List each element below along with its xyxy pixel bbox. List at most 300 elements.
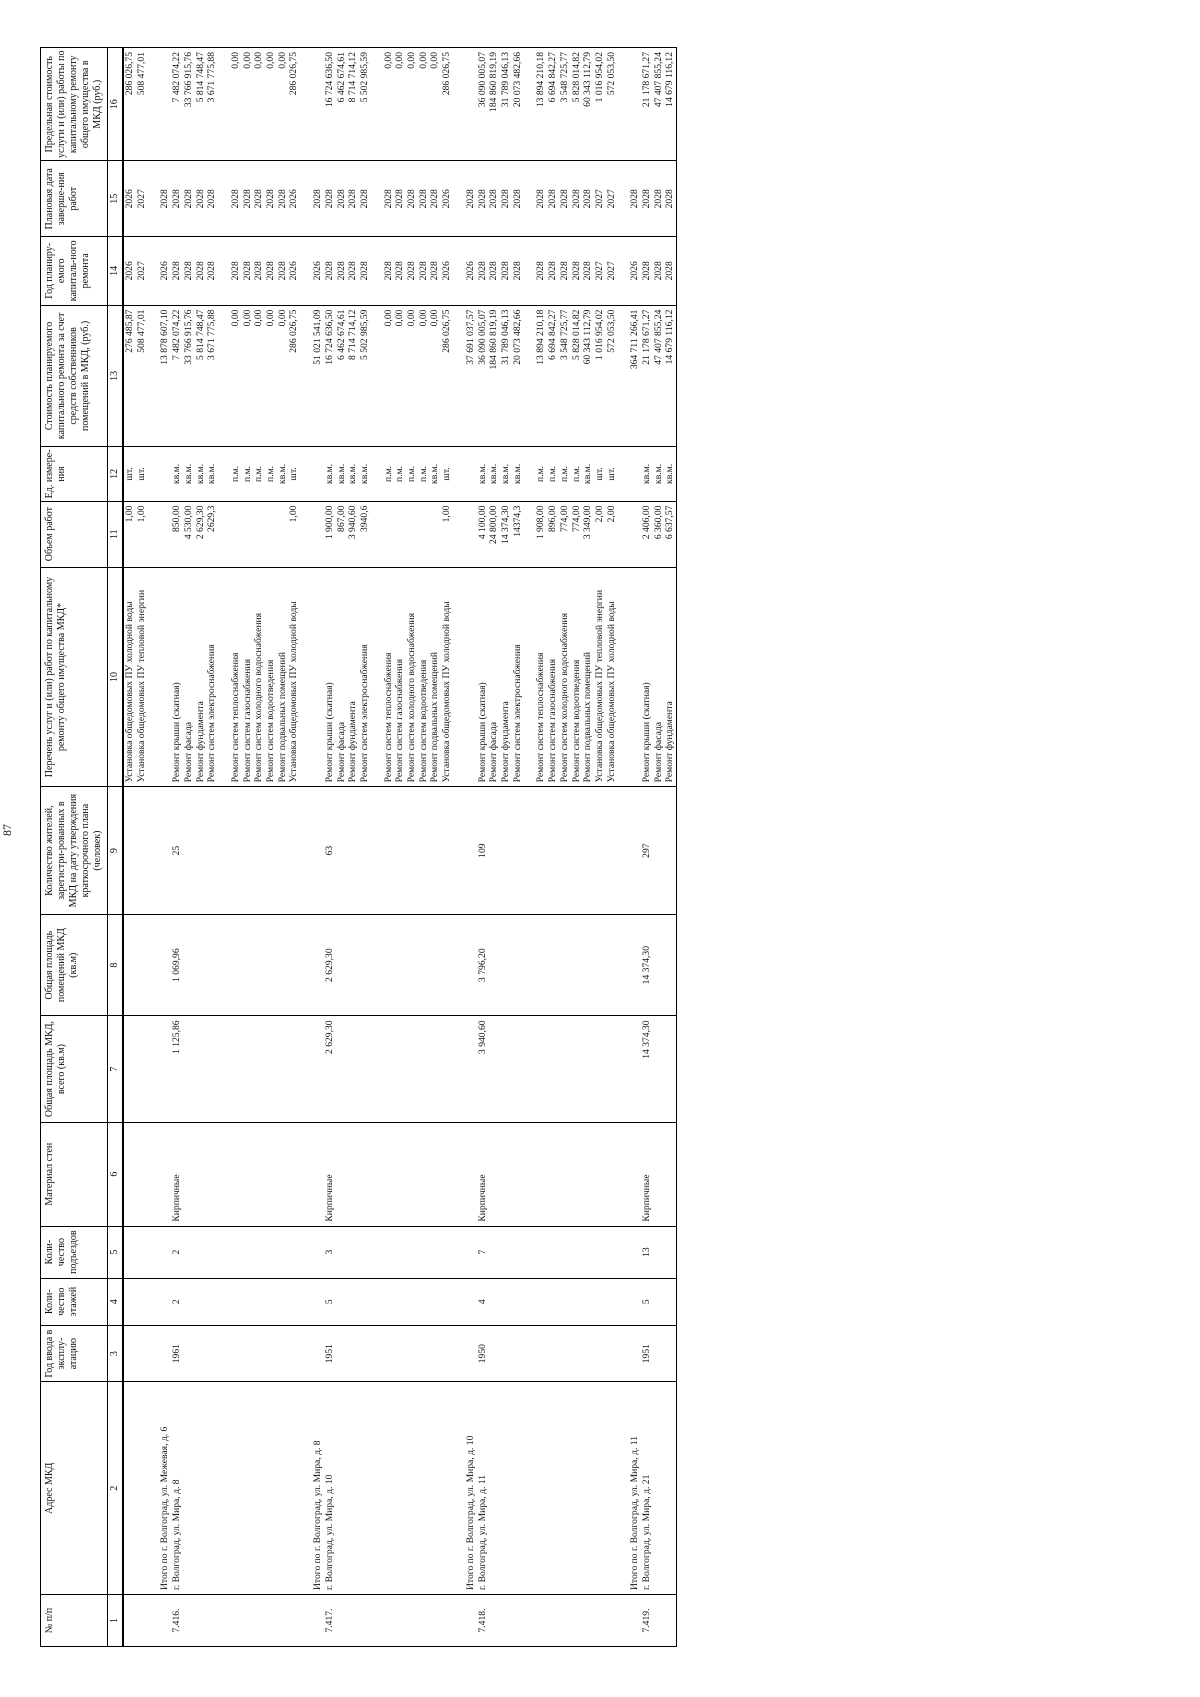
cell-col-2: г. Волгоград, ул. Мира, д. 10 [324,1382,336,1595]
column-number: 3 [108,1325,124,1382]
cell-col-14: 2028 [500,237,512,305]
cell-col-16: 3 548 725,77 [559,48,571,162]
cell-col-7 [147,1016,159,1122]
cell-col-14: 2028 [488,237,500,305]
cell-col-11: 1,00 [288,501,300,567]
cell-col-13: 37 691 037,57 [465,305,477,447]
column-header: Год планиру-емого капиталь-ного ремонта [41,237,108,305]
table-row [406,48,418,1647]
cell-col-1 [617,1595,629,1647]
cell-col-11: 4 530,00 [183,501,195,567]
cell-col-9 [206,787,218,915]
cell-col-2 [288,1382,300,1595]
cell-col-16: 33 766 915,76 [183,48,195,162]
cell-col-16: 3 671 775,88 [206,48,218,162]
cell-col-14: 2028 [195,237,207,305]
cell-col-2 [183,1382,195,1595]
cell-col-10: Ремонт подвальных помещений [582,567,594,787]
cell-col-7 [218,1016,230,1122]
cell-col-8 [418,914,430,1016]
cell-col-4 [347,1278,359,1325]
table-row [465,48,477,1647]
column-header: Количество жителей, зарегистри-рованных в МКД на дату утверждения краткосрочного плана (человек) [41,787,108,915]
cell-col-10: Ремонт систем теплоснабжения [230,567,242,787]
cell-col-11: 1 908,00 [535,501,547,567]
cell-col-15: 2028 [571,161,583,237]
cell-col-3 [488,1325,500,1382]
cell-col-12: кв.м. [171,447,183,501]
cell-col-9 [371,787,383,915]
table-row [242,48,254,1647]
cell-col-12 [159,447,171,501]
cell-col-2 [418,1382,430,1595]
cell-col-7 [500,1016,512,1122]
cell-col-3 [582,1325,594,1382]
cell-col-7 [195,1016,207,1122]
cell-col-12: шт. [136,447,148,501]
cell-col-4 [559,1278,571,1325]
table-body [123,48,677,1647]
cell-col-3 [653,1325,665,1382]
cell-col-7 [488,1016,500,1122]
cell-col-15 [617,161,629,237]
cell-col-8 [488,914,500,1016]
cell-col-12 [218,447,230,501]
cell-col-4 [183,1278,195,1325]
table-row [535,48,547,1647]
cell-col-16: 0,00 [406,48,418,162]
cell-col-9 [429,787,441,915]
table-row [277,48,289,1647]
cell-col-7 [406,1016,418,1122]
cell-col-5 [336,1226,348,1278]
cell-col-9 [300,787,312,915]
cell-col-10 [629,567,641,787]
cell-col-12: п.м. [547,447,559,501]
cell-col-6 [512,1122,524,1226]
cell-col-4 [206,1278,218,1325]
cell-col-2 [547,1382,559,1595]
table-row [500,48,512,1647]
cell-col-12: шт. [606,447,618,501]
cell-col-1 [288,1595,300,1647]
cell-col-9 [418,787,430,915]
cell-col-9 [359,787,371,915]
cell-col-16 [218,48,230,162]
cell-col-16: 5 502 985,59 [359,48,371,162]
cell-col-4 [136,1278,148,1325]
cell-col-8 [183,914,195,1016]
cell-col-7 [465,1016,477,1122]
cell-col-6: Кирпичные [171,1122,183,1226]
cell-col-6 [547,1122,559,1226]
cell-col-8 [571,914,583,1016]
cell-col-2: Итого по г. Волгоград, ул. Межевая, д. 6 [159,1382,171,1595]
cell-col-10: Установка общедомовых ПУ холодной воды [288,567,300,787]
cell-col-12: кв.м. [477,447,489,501]
cell-col-3 [312,1325,324,1382]
cell-col-13: 0,00 [383,305,395,447]
cell-col-11 [218,501,230,567]
cell-col-12: п.м. [265,447,277,501]
cell-col-10 [453,567,465,787]
cell-col-9 [465,787,477,915]
table-row [441,48,453,1647]
cell-col-10: Ремонт фундамента [347,567,359,787]
cell-col-4 [371,1278,383,1325]
cell-col-12: п.м. [253,447,265,501]
cell-col-16: 286 026,75 [288,48,300,162]
cell-col-14: 2028 [253,237,265,305]
cell-col-10: Ремонт систем газоснабжения [394,567,406,787]
cell-col-6 [288,1122,300,1226]
cell-col-9 [523,787,535,915]
cell-col-13: 572 053,50 [606,305,618,447]
cell-col-5 [206,1226,218,1278]
table-row [171,48,183,1647]
cell-col-4 [359,1278,371,1325]
cell-col-5: 13 [641,1226,653,1278]
cell-col-10: Ремонт крыши (скатная) [171,567,183,787]
cell-col-8 [547,914,559,1016]
cell-col-1 [535,1595,547,1647]
cell-col-5 [488,1226,500,1278]
cell-col-15: 2028 [195,161,207,237]
cell-col-8 [347,914,359,1016]
table-row [383,48,395,1647]
cell-col-14 [523,237,535,305]
cell-col-9 [571,787,583,915]
cell-col-12 [371,447,383,501]
cell-col-3 [418,1325,430,1382]
cell-col-14: 2026 [465,237,477,305]
cell-col-12: кв.м. [582,447,594,501]
cell-col-3 [571,1325,583,1382]
cell-col-2 [218,1382,230,1595]
cell-col-12: кв.м. [195,447,207,501]
cell-col-4 [277,1278,289,1325]
cell-col-16: 36 090 005,07 [477,48,489,162]
cell-col-1 [453,1595,465,1647]
cell-col-12 [300,447,312,501]
cell-col-7 [288,1016,300,1122]
cell-col-5 [123,1226,136,1278]
table-row [664,48,676,1647]
cell-col-16 [159,48,171,162]
cell-col-12: кв.м. [183,447,195,501]
cell-col-6 [312,1122,324,1226]
cell-col-13: 60 343 112,79 [582,305,594,447]
cell-col-15: 2028 [347,161,359,237]
cell-col-14: 2028 [582,237,594,305]
cell-col-2 [242,1382,254,1595]
cell-col-2 [195,1382,207,1595]
cell-col-7 [571,1016,583,1122]
cell-col-11 [406,501,418,567]
cell-col-8 [453,914,465,1016]
cell-col-16 [312,48,324,162]
cell-col-2 [441,1382,453,1595]
cell-col-13: 0,00 [242,305,254,447]
cell-col-9 [394,787,406,915]
cell-col-10: Установка общедомовых ПУ тепловой энергии [136,567,148,787]
cell-col-1 [394,1595,406,1647]
cell-col-11 [429,501,441,567]
cell-col-11 [147,501,159,567]
cell-col-9 [147,787,159,915]
cell-col-16: 5 828 014,82 [571,48,583,162]
cell-col-12: кв.м. [500,447,512,501]
cell-col-1 [582,1595,594,1647]
cell-col-14: 2028 [664,237,676,305]
cell-col-16 [147,48,159,162]
cell-col-2 [664,1382,676,1595]
cell-col-4 [571,1278,583,1325]
cell-col-10: Ремонт систем теплоснабжения [383,567,395,787]
cell-col-2 [277,1382,289,1595]
cell-col-8 [288,914,300,1016]
cell-col-15: 2028 [336,161,348,237]
cell-col-2 [123,1382,136,1595]
cell-col-16: 286 026,75 [441,48,453,162]
cell-col-3 [453,1325,465,1382]
table-row [488,48,500,1647]
cell-col-4 [453,1278,465,1325]
cell-col-15: 2028 [206,161,218,237]
cell-col-11: 14374,3 [512,501,524,567]
cell-col-3 [218,1325,230,1382]
cell-col-2 [136,1382,148,1595]
cell-col-10: Установка общедомовых ПУ тепловой энергии [594,567,606,787]
cell-col-1 [136,1595,148,1647]
cell-col-5 [300,1226,312,1278]
cell-col-13: 36 090 005,07 [477,305,489,447]
cell-col-4 [312,1278,324,1325]
cell-col-6 [535,1122,547,1226]
cell-col-10: Ремонт систем водоотведения [418,567,430,787]
cell-col-9 [230,787,242,915]
cell-col-3 [300,1325,312,1382]
cell-col-3 [265,1325,277,1382]
cell-col-4 [383,1278,395,1325]
cell-col-9 [617,787,629,915]
cell-col-2 [594,1382,606,1595]
cell-col-16: 0,00 [429,48,441,162]
column-number: 4 [108,1278,124,1325]
cell-col-1 [488,1595,500,1647]
column-number: 5 [108,1226,124,1278]
cell-col-4 [594,1278,606,1325]
cell-col-15: 2028 [629,161,641,237]
cell-col-12: кв.м. [641,447,653,501]
cell-col-3 [629,1325,641,1382]
cell-col-11: 1,00 [123,501,136,567]
cell-col-13: 184 860 819,19 [488,305,500,447]
cell-col-14: 2028 [418,237,430,305]
cell-col-11 [523,501,535,567]
spacer-row [218,48,230,1647]
cell-col-8: 14 374,30 [641,914,653,1016]
spacer-row [371,48,383,1647]
cell-col-2 [571,1382,583,1595]
cell-col-5 [571,1226,583,1278]
cell-col-1 [571,1595,583,1647]
cell-col-3: 1961 [171,1325,183,1382]
column-number: 7 [108,1016,124,1122]
cell-col-8: 1 069,96 [171,914,183,1016]
cell-col-7 [617,1016,629,1122]
cell-col-14: 2028 [477,237,489,305]
cell-col-7 [523,1016,535,1122]
column-number: 11 [108,501,124,567]
cell-col-4: 4 [477,1278,489,1325]
cell-col-6 [253,1122,265,1226]
cell-col-15: 2028 [500,161,512,237]
cell-col-13: 508 477,01 [136,305,148,447]
cell-col-7 [383,1016,395,1122]
cell-col-9 [183,787,195,915]
cell-col-3 [359,1325,371,1382]
column-header: Адрес МКД [41,1382,108,1595]
cell-col-14: 2026 [312,237,324,305]
cell-col-8: 3 796,20 [477,914,489,1016]
cell-col-15: 2028 [465,161,477,237]
cell-col-7 [606,1016,618,1122]
cell-col-13 [218,305,230,447]
cell-col-14: 2028 [383,237,395,305]
cell-col-4 [265,1278,277,1325]
table-row [629,48,641,1647]
cell-col-4 [523,1278,535,1325]
cell-col-16: 0,00 [265,48,277,162]
cell-col-4 [535,1278,547,1325]
cell-col-10 [371,567,383,787]
cell-col-6 [500,1122,512,1226]
cell-col-5 [664,1226,676,1278]
table-row [606,48,618,1647]
cell-col-14: 2026 [123,237,136,305]
cell-col-5 [406,1226,418,1278]
column-header: № п/п [41,1595,108,1647]
cell-col-9 [312,787,324,915]
cell-col-1 [265,1595,277,1647]
cell-col-9 [629,787,641,915]
cell-col-5 [559,1226,571,1278]
cell-col-5: 2 [171,1226,183,1278]
cell-col-7 [206,1016,218,1122]
cell-col-16: 572 053,50 [606,48,618,162]
cell-col-1 [559,1595,571,1647]
cell-col-5 [242,1226,254,1278]
cell-col-16: 0,00 [383,48,395,162]
cell-col-1 [312,1595,324,1647]
cell-col-15: 2028 [183,161,195,237]
cell-col-7 [123,1016,136,1122]
cell-col-7 [230,1016,242,1122]
cell-col-12: п.м. [394,447,406,501]
cell-col-2 [206,1382,218,1595]
cell-col-10: Ремонт систем электроснабжения [359,567,371,787]
table-row [582,48,594,1647]
cell-col-1 [512,1595,524,1647]
cell-col-11: 3 349,00 [582,501,594,567]
cell-col-12: кв.м. [347,447,359,501]
table-row [123,48,136,1647]
cell-col-9 [582,787,594,915]
cell-col-11 [242,501,254,567]
cell-col-4 [195,1278,207,1325]
table-row [230,48,242,1647]
cell-col-3 [664,1325,676,1382]
cell-col-13: 21 178 671,27 [641,305,653,447]
cell-col-11: 2629,3 [206,501,218,567]
cell-col-14: 2028 [277,237,289,305]
cell-col-12: п.м. [406,447,418,501]
cell-col-1 [594,1595,606,1647]
cell-col-9 [265,787,277,915]
cell-col-7 [136,1016,148,1122]
cell-col-16: 31 789 046,13 [500,48,512,162]
cell-col-6 [606,1122,618,1226]
cell-col-14: 2028 [336,237,348,305]
cell-col-13: 1 016 954,02 [594,305,606,447]
cell-col-16: 6 462 674,61 [336,48,348,162]
cell-col-8 [512,914,524,1016]
cell-col-15: 2026 [441,161,453,237]
cell-col-5 [347,1226,359,1278]
cell-col-15: 2028 [312,161,324,237]
cell-col-7 [265,1016,277,1122]
cell-col-5 [500,1226,512,1278]
cell-col-5 [523,1226,535,1278]
cell-col-5 [394,1226,406,1278]
cell-col-4 [159,1278,171,1325]
cell-col-13: 0,00 [277,305,289,447]
cell-col-8 [535,914,547,1016]
cell-col-6 [523,1122,535,1226]
cell-col-9 [453,787,465,915]
cell-col-14: 2028 [206,237,218,305]
cell-col-13: 20 073 482,66 [512,305,524,447]
cell-col-11: 24 800,00 [488,501,500,567]
cell-col-1 [206,1595,218,1647]
cell-col-11: 1 900,00 [324,501,336,567]
cell-col-12 [523,447,535,501]
cell-col-4 [406,1278,418,1325]
cell-col-11 [300,501,312,567]
cell-col-13: 16 724 636,50 [324,305,336,447]
cell-col-3 [523,1325,535,1382]
cell-col-10: Ремонт подвальных помещений [429,567,441,787]
cell-col-3 [465,1325,477,1382]
cell-col-2 [371,1382,383,1595]
cell-col-1 [347,1595,359,1647]
cell-col-3 [347,1325,359,1382]
cell-col-8 [123,914,136,1016]
cell-col-3 [336,1325,348,1382]
cell-col-2 [406,1382,418,1595]
cell-col-15: 2028 [230,161,242,237]
table-row [159,48,171,1647]
cell-col-2: Итого по г. Волгоград, ул. Мира, д. 8 [312,1382,324,1595]
cell-col-3 [606,1325,618,1382]
cell-col-16: 5 814 748,47 [195,48,207,162]
cell-col-6 [147,1122,159,1226]
cell-col-6 [136,1122,148,1226]
cell-col-13: 6 462 674,61 [336,305,348,447]
cell-col-15 [147,161,159,237]
cell-col-11: 3 940,60 [347,501,359,567]
